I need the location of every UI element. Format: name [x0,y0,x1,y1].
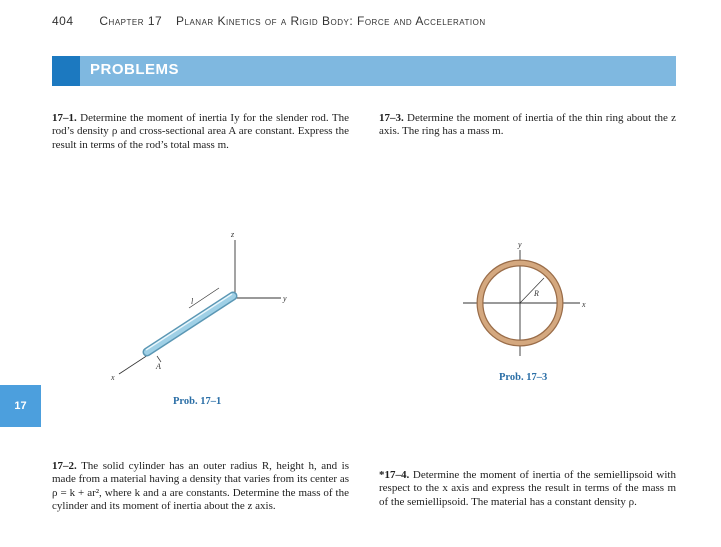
area-label: A [156,362,161,371]
problem-number: 17–2. [52,460,77,472]
figure-caption-17-1: Prob. 17–1 [173,396,222,407]
figure-caption-17-3: Prob. 17–3 [499,372,548,383]
problem-17-2 [52,460,349,514]
problem-text: The solid cylinder has an outer radius R, height h, and is made from a material having a density that varies from its center as ρ = k + ar², where k and a are constants. Determine the mass of the cylinder and its moment of inertia about the z axis. [52,460,349,513]
rod-figure [105,228,305,388]
chapter-title: Planar Kinetics of a Rigid Body: Force and Acceleration [176,14,486,28]
problem-text: Determine the moment of inertia Iy for the slender rod. The rod’s density ρ and cross-sectional area A are constant. Express the result in terms of the rod’s total mass m. [52,112,349,151]
problem-17-4 [379,469,676,509]
chapter-side-tab: 17 [0,385,41,427]
y-label: y [283,294,287,303]
length-label: l [191,297,194,306]
problem-number: 17–3. [379,112,404,124]
radius-label: R [534,289,539,298]
problem-17-1 [52,112,349,152]
z-label: z [231,230,235,239]
chapter-label: Chapter 17 [99,14,163,28]
problem-number: *17–4. [379,469,410,481]
ring-figure [458,238,588,368]
problem-text: Determine the moment of inertia of the thin ring about the z axis. The ring has a mass m. [379,112,676,138]
problem-17-3 [379,112,676,139]
section-banner [52,56,676,86]
page-number: 404 [52,14,74,28]
x-label: x [582,300,586,309]
x-label: x [111,373,115,382]
radius-line [520,278,544,303]
problem-text: Determine the moment of inertia of the semiellipsoid with respect to the x axis and express the result in terms of the mass m of the semiellipsoid. The material has a constant density ρ. [379,469,676,508]
section-title: PROBLEMS [90,61,180,78]
problem-number: 17–1. [52,112,77,124]
y-label: y [518,240,522,249]
banner-square [52,56,80,86]
running-header [52,14,486,28]
